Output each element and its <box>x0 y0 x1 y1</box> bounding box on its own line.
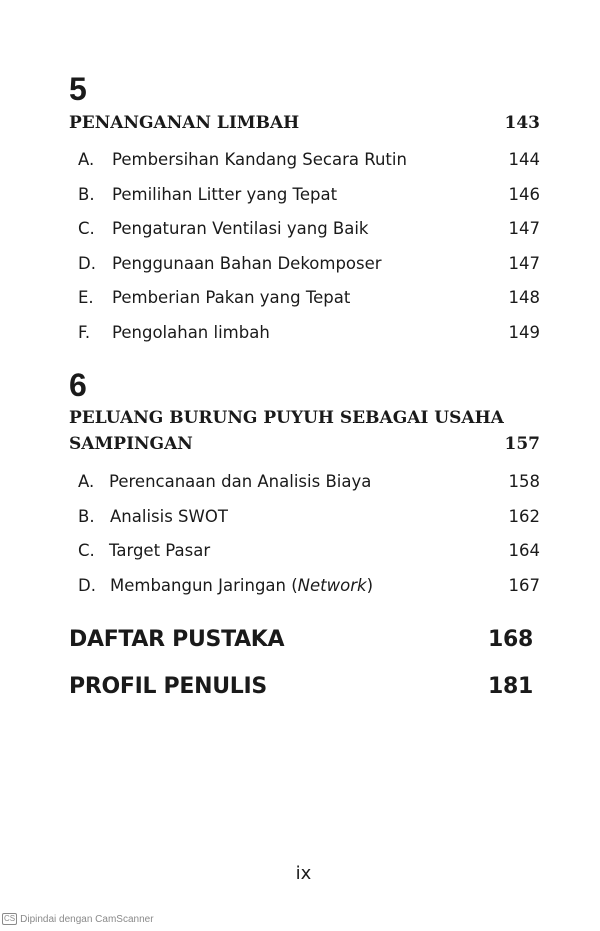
chapter-5-title: PENANGANAN LIMBAH <box>69 113 300 133</box>
chapter-6-page: 157 <box>504 434 540 454</box>
profil-penulis-row[interactable] <box>69 673 539 701</box>
entry-page: 144 <box>508 150 540 169</box>
entry-letter: D. <box>78 254 96 273</box>
entry-title: Pembersihan Kandang Secara Rutin <box>112 150 407 169</box>
entry-title: Pemilihan Litter yang Tepat <box>112 185 338 204</box>
toc-entry[interactable] <box>78 322 540 344</box>
entry-title: Pemberian Pakan yang Tepat <box>112 288 351 307</box>
toc-entry[interactable] <box>78 184 540 206</box>
daftar-pustaka-label: DAFTAR PUSTAKA <box>69 627 285 652</box>
toc-entry[interactable] <box>78 506 540 528</box>
toc-entry[interactable] <box>78 471 540 493</box>
entry-page: 164 <box>508 541 540 560</box>
entry-page: 167 <box>508 576 540 595</box>
profil-penulis-label: PROFIL PENULIS <box>69 674 267 699</box>
watermark-text: Dipindai dengan CamScanner <box>20 913 154 925</box>
toc-entry[interactable] <box>78 149 540 171</box>
entry-title-start: Membangun Jaringan ( <box>110 576 298 595</box>
entry-page: 149 <box>508 323 540 342</box>
chapter-6-title-line-2: SAMPINGAN <box>69 434 193 454</box>
entry-letter: D. <box>78 576 96 595</box>
profil-penulis-page: 181 <box>487 674 533 699</box>
entry-letter: C. <box>78 541 95 560</box>
entry-letter: B. <box>78 185 95 204</box>
toc-entry[interactable] <box>78 218 540 240</box>
entry-letter: C. <box>78 219 95 238</box>
entry-letter: A. <box>78 150 95 169</box>
entry-title-end: ) <box>366 576 374 595</box>
daftar-pustaka-page: 168 <box>487 627 533 652</box>
entry-letter: F. <box>78 323 91 342</box>
entry-letter: B. <box>78 507 95 526</box>
entry-page: 158 <box>508 472 540 491</box>
entry-page: 162 <box>508 507 540 526</box>
entry-page: 147 <box>508 219 540 238</box>
entry-letter: A. <box>78 472 95 491</box>
chapter-5-page: 143 <box>504 113 540 133</box>
chapter-6-number: 6 <box>69 367 87 403</box>
camscanner-logo-icon: CS <box>4 914 16 923</box>
entry-page: 146 <box>508 185 540 204</box>
daftar-pustaka-row[interactable] <box>69 626 539 654</box>
entry-page: 147 <box>508 254 540 273</box>
entry-title: Perencanaan dan Analisis Biaya <box>109 472 372 491</box>
chapter-6-title-line-1: PELUANG BURUNG PUYUH SEBAGAI USAHA <box>69 408 504 428</box>
entry-title: Target Pasar <box>109 541 211 560</box>
entry-letter: E. <box>78 288 94 307</box>
toc-entry[interactable] <box>78 287 540 309</box>
scanner-watermark <box>2 912 154 926</box>
entry-title: Analisis SWOT <box>110 507 228 526</box>
chapter-5-number: 5 <box>69 71 87 107</box>
toc-entry[interactable] <box>78 575 540 597</box>
toc-entry[interactable] <box>78 253 540 275</box>
toc-entry[interactable] <box>78 540 540 562</box>
entry-title: Pengaturan Ventilasi yang Baik <box>112 219 369 238</box>
entry-title <box>110 575 373 597</box>
entry-title: Penggunaan Bahan Dekomposer <box>112 254 382 273</box>
entry-title: Pengolahan limbah <box>112 323 270 342</box>
entry-page: 148 <box>508 288 540 307</box>
entry-title-italic: Network <box>297 576 367 595</box>
page-number: ix <box>295 863 312 884</box>
